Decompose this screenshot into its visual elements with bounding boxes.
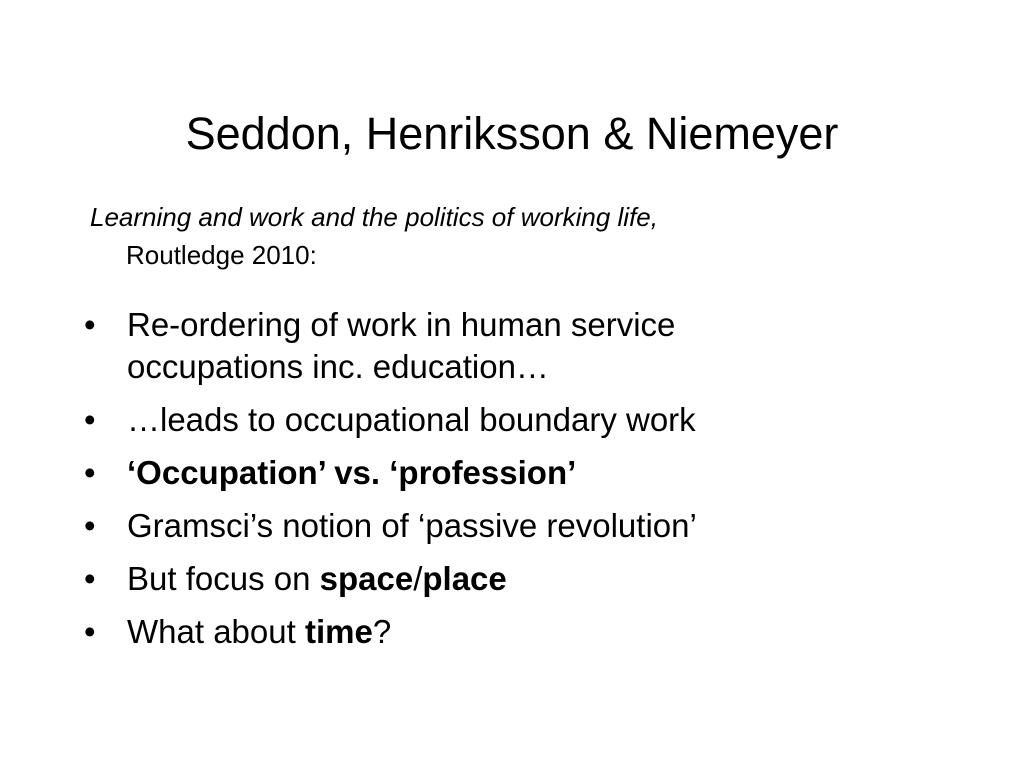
bullet-item bbox=[84, 611, 964, 653]
bullet-item bbox=[84, 452, 964, 494]
bullet-text-prefix: What about bbox=[127, 613, 305, 650]
bullet-item bbox=[84, 558, 964, 600]
source-title: Learning and work and the politics of working life, bbox=[90, 202, 658, 232]
bullet-text-line1: Re-ordering of work in human service bbox=[127, 306, 676, 343]
bullet-text: …leads to occupational boundary work bbox=[127, 401, 696, 438]
bullet-marker: • bbox=[84, 401, 96, 438]
bullet-keyword-space: space bbox=[319, 560, 414, 597]
bullet-marker: • bbox=[84, 613, 96, 650]
bullet-marker: • bbox=[84, 454, 96, 491]
bullet-list bbox=[84, 304, 964, 664]
bullet-text-prefix: But focus on bbox=[127, 560, 320, 597]
bullet-keyword-place: place bbox=[422, 560, 507, 597]
bullet-text: Gramsci’s notion of ‘passive revolution’ bbox=[127, 507, 697, 544]
bullet-marker: • bbox=[84, 560, 96, 597]
bullet-text-suffix: ? bbox=[372, 613, 392, 650]
slide-title: Seddon, Henriksson & Niemeyer bbox=[185, 108, 839, 159]
bullet-marker: • bbox=[84, 507, 96, 544]
bullet-keyword-time: time bbox=[304, 613, 373, 650]
bullet-text-bold: ‘Occupation’ vs. ‘profession’ bbox=[127, 454, 577, 491]
bullet-item bbox=[84, 399, 964, 441]
bullet-text-line2: occupations inc. education… bbox=[127, 348, 549, 385]
source-reference bbox=[90, 198, 950, 274]
bullet-marker: • bbox=[84, 306, 96, 343]
bullet-item bbox=[84, 304, 964, 388]
bullet-separator: / bbox=[413, 560, 423, 597]
bullet-item bbox=[84, 505, 964, 547]
source-publisher: Routledge 2010: bbox=[126, 240, 317, 270]
